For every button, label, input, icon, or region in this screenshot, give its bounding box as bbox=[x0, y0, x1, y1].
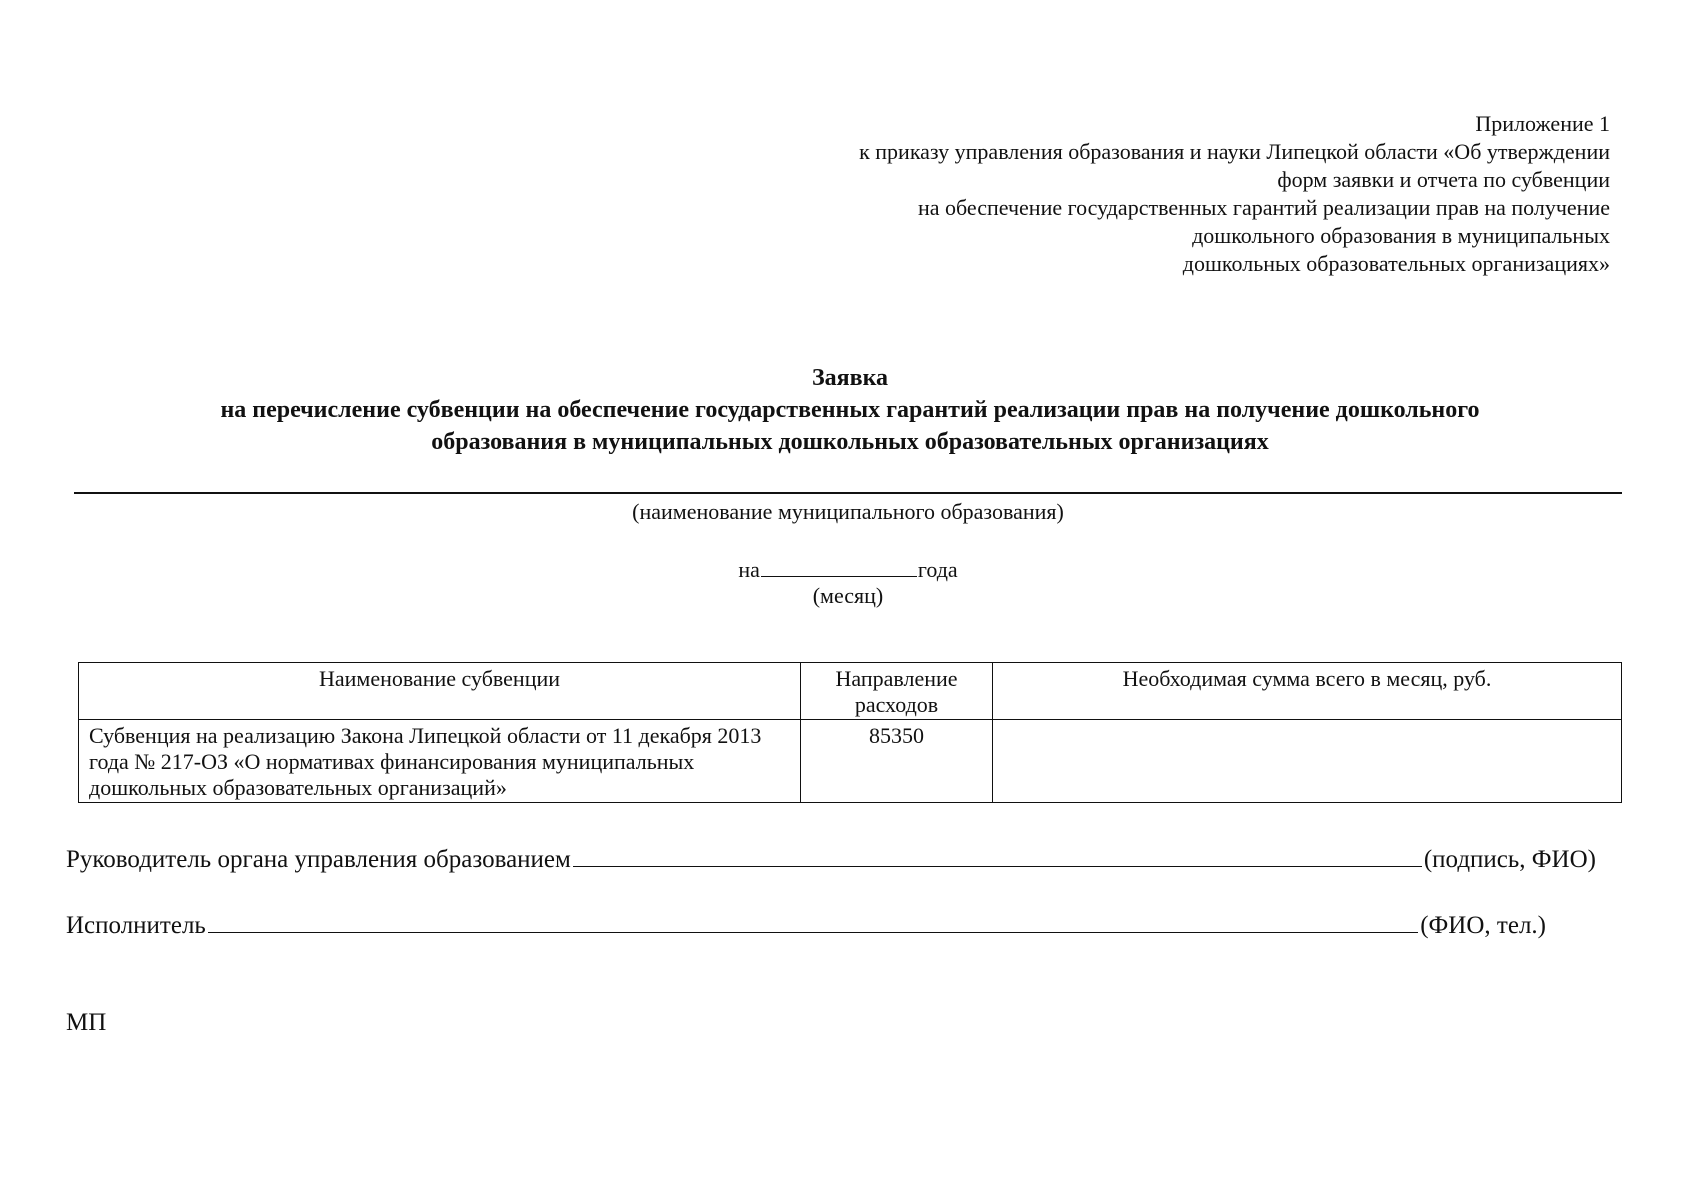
document-title bbox=[60, 362, 1640, 458]
head-signature-note: (подпись, ФИО) bbox=[1423, 846, 1596, 873]
period-suffix: года bbox=[917, 557, 958, 582]
appendix-line: на обеспечение государственных гарантий реализации прав на получение bbox=[917, 195, 1610, 220]
subvention-table bbox=[78, 662, 1622, 803]
appendix-line: дошкольных образовательных организациях» bbox=[1182, 251, 1610, 276]
appendix-line: форм заявки и отчета по субвенции bbox=[1277, 167, 1610, 192]
header-expense-direction: Направление расходов bbox=[801, 663, 993, 720]
appendix-block bbox=[710, 110, 1610, 278]
head-signature-row bbox=[66, 842, 1596, 875]
month-caption: (месяц) bbox=[812, 583, 884, 608]
municipality-blank-line bbox=[74, 492, 1622, 494]
executor-blank-line bbox=[208, 908, 1418, 933]
municipality-caption: (наименование муниципального образования) bbox=[632, 499, 1064, 524]
month-blank-line bbox=[761, 554, 917, 577]
executor-note: (ФИО, тел.) bbox=[1420, 912, 1546, 939]
cell-expense-direction: 85350 bbox=[801, 720, 993, 803]
header-subvention-name: Наименование субвенции bbox=[79, 663, 801, 720]
stamp-label: МП bbox=[66, 1009, 107, 1036]
cell-subvention-name: Субвенция на реализацию Закона Липецкой области от 11 декабря 2013 года № 217-ОЗ «О нормативах финансирования муниципальных дошкольных образовательных организаций» bbox=[79, 720, 801, 803]
period-row bbox=[74, 554, 1622, 584]
appendix-line: к приказу управления образования и науки Липецкой области «Об утверждении bbox=[859, 139, 1610, 164]
executor-label: Исполнитель bbox=[66, 912, 206, 939]
title-line-2: образования в муниципальных дошкольных образовательных организациях bbox=[431, 429, 1269, 455]
period-prefix: на bbox=[738, 557, 760, 582]
head-signature-blank-line bbox=[573, 842, 1422, 867]
title-line-1: на перечисление субвенции на обеспечение государственных гарантий реализации прав на получение дошкольного bbox=[220, 397, 1480, 423]
title-heading: Заявка bbox=[811, 365, 889, 391]
table-row bbox=[79, 720, 1622, 803]
table-header-row bbox=[79, 663, 1622, 720]
header-required-amount: Необходимая сумма всего в месяц, руб. bbox=[993, 663, 1622, 720]
cell-required-amount bbox=[993, 720, 1622, 803]
appendix-line: Приложение 1 bbox=[1475, 111, 1610, 136]
executor-signature-row bbox=[66, 908, 1546, 941]
head-signature-label: Руководитель органа управления образованием bbox=[66, 846, 571, 873]
appendix-line: дошкольного образования в муниципальных bbox=[1192, 223, 1610, 248]
